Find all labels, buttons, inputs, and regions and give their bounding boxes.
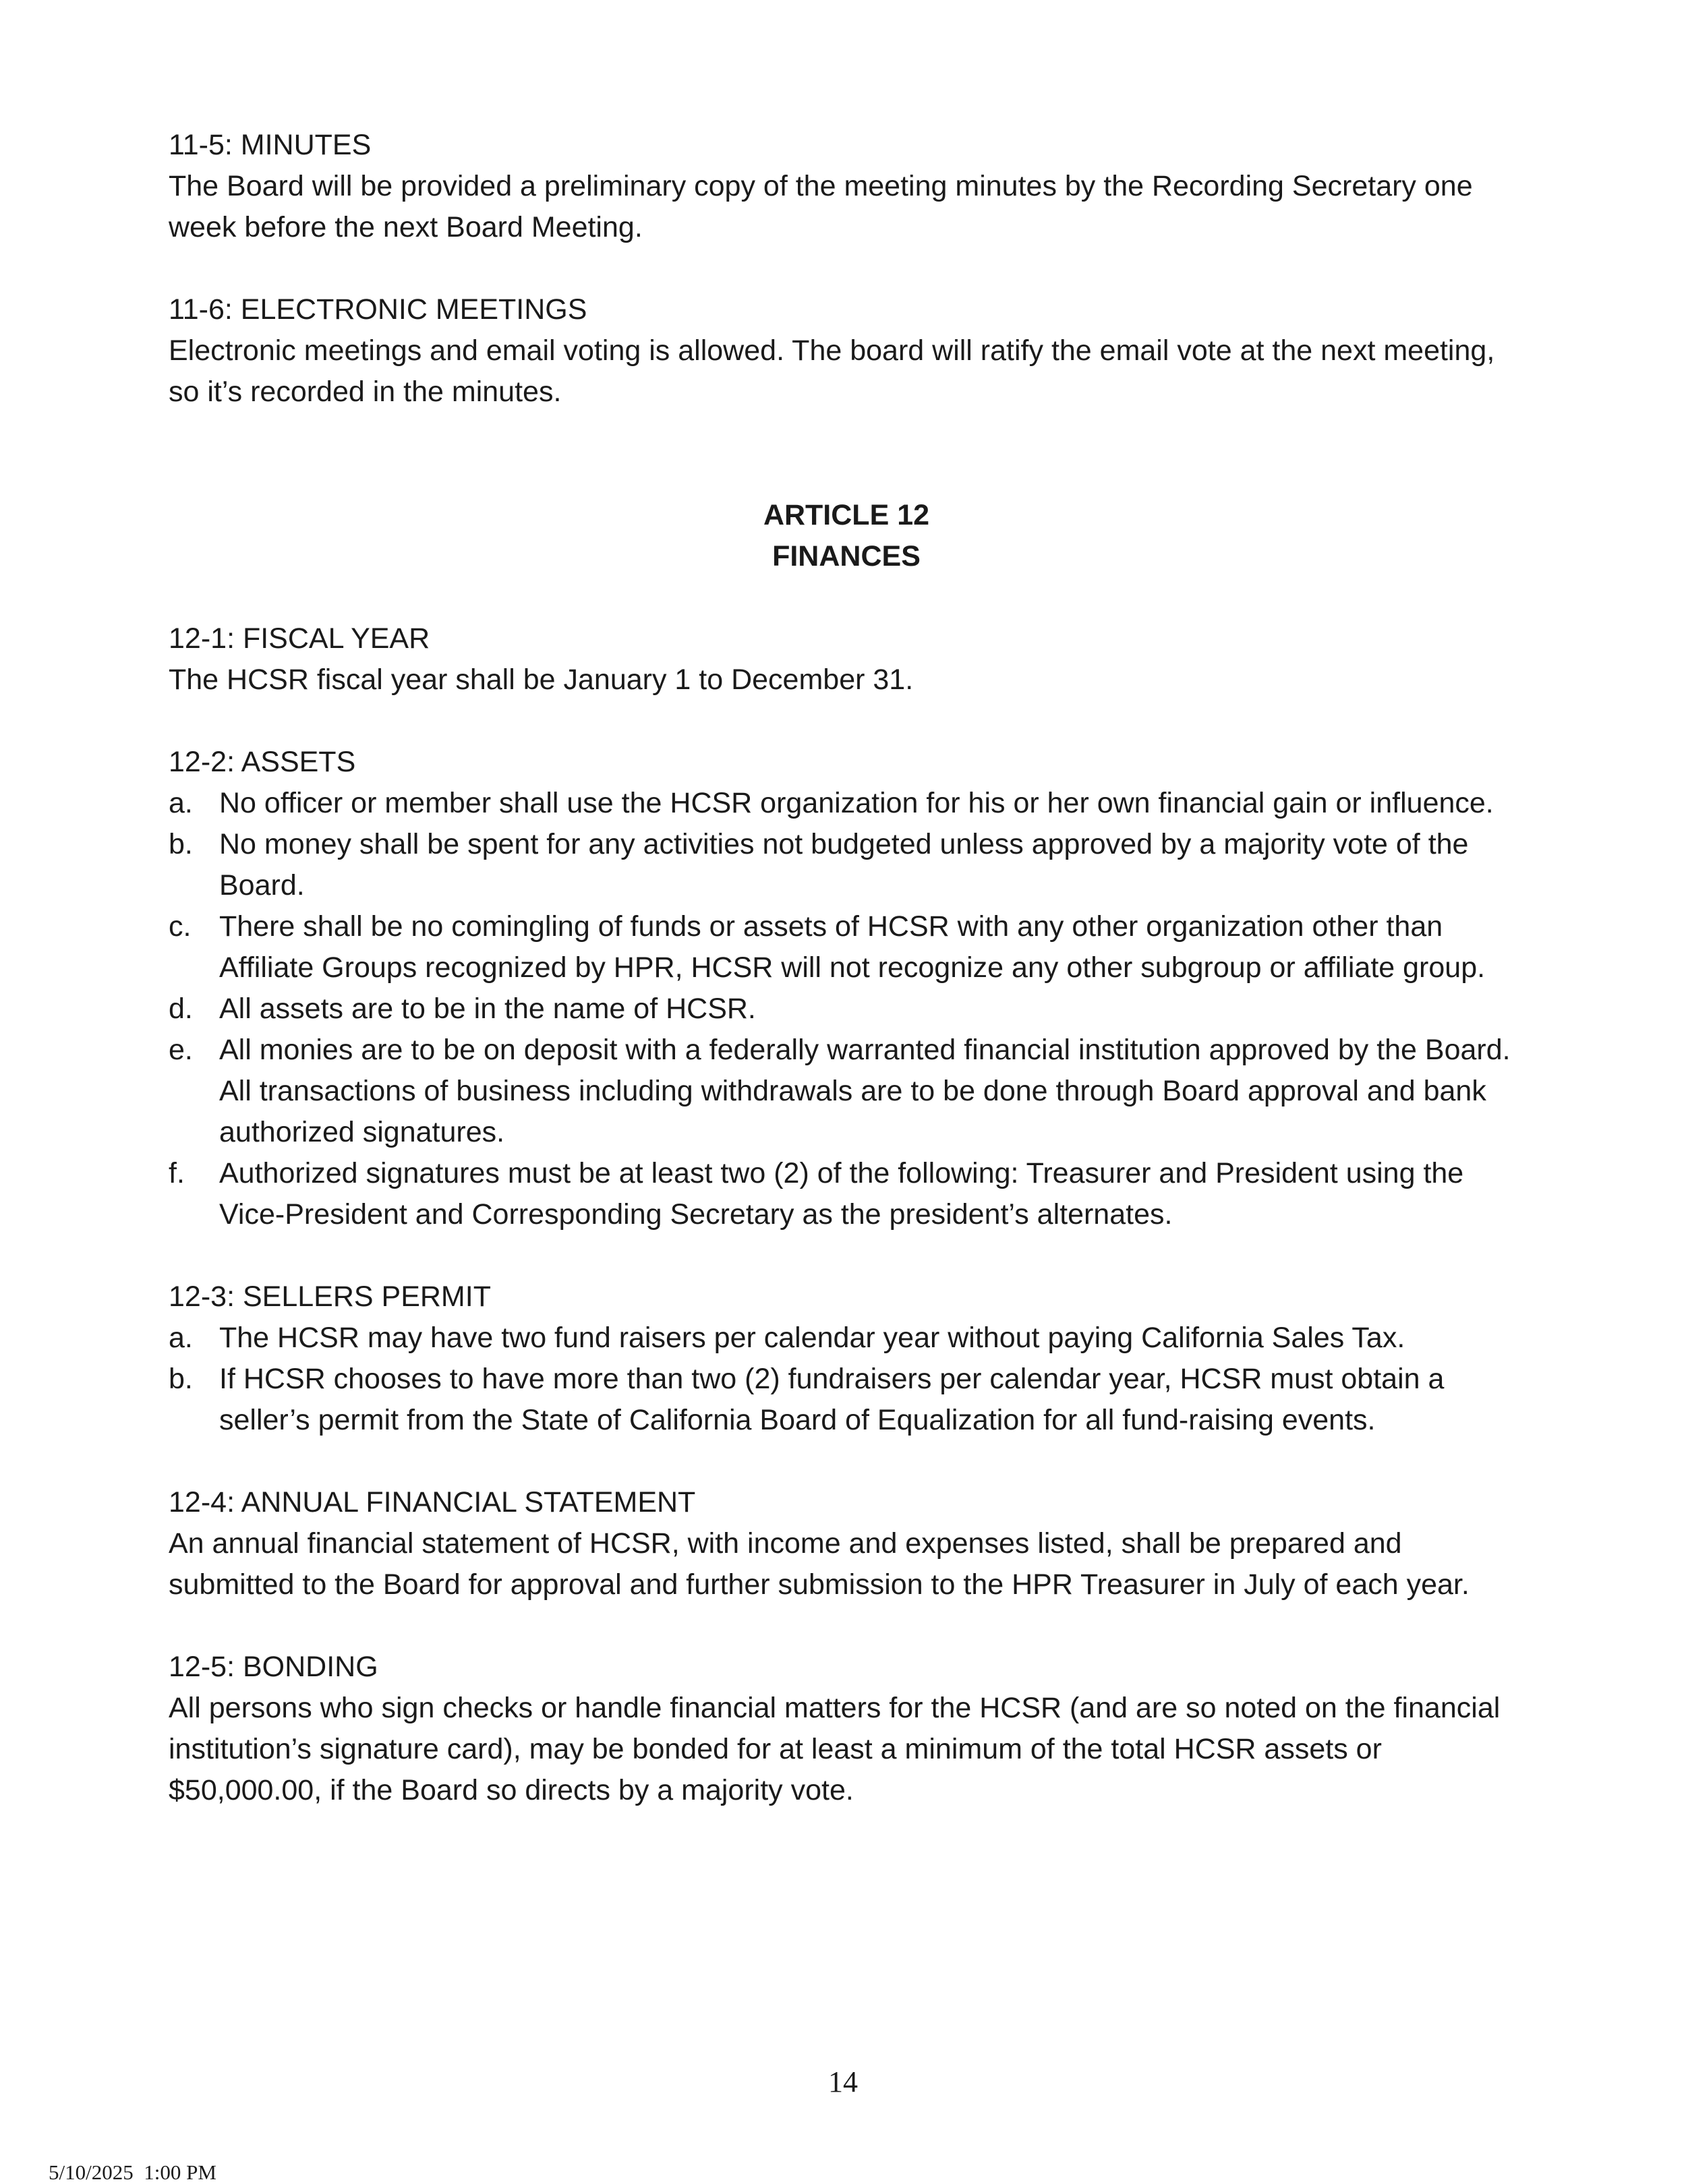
list-item-text: There shall be no comingling of funds or assets of HCSR with any other organization other than Affiliate Groups recognized by HPR, HCSR will not recognize any other subgroup or affiliate group.	[219, 910, 1486, 984]
assets-list	[169, 783, 1524, 1235]
list-marker: d.	[169, 993, 193, 1025]
section-heading: 11-6: ELECTRONIC MEETINGS	[169, 293, 587, 326]
section-12-5	[169, 1647, 1524, 1811]
list-item	[169, 906, 1524, 988]
list-item	[169, 1030, 1524, 1153]
section-text: The Board will be provided a preliminary copy of the meeting minutes by the Recording Secretary one week before the next Board Meeting.	[169, 170, 1473, 243]
article-title: FINANCES	[772, 540, 921, 572]
section-12-1	[169, 618, 1524, 701]
list-item-text: Authorized signatures must be at least two (2) of the following: Treasurer and President using the Vice-President and Corresponding Secretary as the president’s alternates.	[219, 1157, 1464, 1231]
section-heading: 12-4: ANNUAL FINANCIAL STATEMENT	[169, 1486, 696, 1518]
list-item	[169, 988, 1524, 1030]
list-marker: e.	[169, 1034, 193, 1066]
list-marker: b.	[169, 828, 193, 860]
sellers-permit-list	[169, 1318, 1524, 1441]
article-title-block	[169, 495, 1524, 577]
section-heading: 12-5: BONDING	[169, 1651, 378, 1683]
section-text: All persons who sign checks or handle financial matters for the HCSR (and are so noted on the financial institution’s signature card), may be bonded for at least a minimum of the total HCSR assets or $50,000.00, if the Board so directs by a majority vote.	[169, 1692, 1501, 1806]
section-11-6	[169, 289, 1524, 413]
list-marker: c.	[169, 910, 192, 943]
list-item-text: No money shall be spent for any activities not budgeted unless approved by a majority vote of the Board.	[219, 828, 1469, 902]
list-item	[169, 783, 1524, 824]
article-number: ARTICLE 12	[763, 499, 930, 531]
list-item-text: The HCSR may have two fund raisers per calendar year without paying California Sales Tax.	[219, 1322, 1405, 1354]
print-timestamp: 5/10/2025 1:00 PM	[49, 2160, 216, 2184]
list-item-text: All assets are to be in the name of HCSR.	[219, 993, 756, 1025]
section-text: An annual financial statement of HCSR, with income and expenses listed, shall be prepared and submitted to the Board for approval and further submission to the HPR Treasurer in July of each year.	[169, 1527, 1470, 1601]
section-12-4	[169, 1482, 1524, 1605]
section-heading: 12-1: FISCAL YEAR	[169, 622, 430, 655]
list-item	[169, 1318, 1524, 1359]
list-marker: a.	[169, 1322, 193, 1354]
list-item	[169, 1359, 1524, 1441]
list-marker: a.	[169, 787, 193, 819]
section-12-2	[169, 742, 1524, 1235]
list-marker: b.	[169, 1363, 193, 1395]
list-item	[169, 1153, 1524, 1235]
section-heading: 12-3: SELLERS PERMIT	[169, 1280, 491, 1313]
section-11-5	[169, 125, 1524, 248]
section-text: Electronic meetings and email voting is allowed. The board will ratify the email vote at the next meeting, so it’s recorded in the minutes.	[169, 334, 1495, 408]
page-number: 14	[828, 2065, 858, 2098]
section-text: The HCSR fiscal year shall be January 1 to December 31.	[169, 663, 914, 696]
list-item	[169, 824, 1524, 906]
page-content	[169, 125, 1524, 1811]
section-12-3	[169, 1276, 1524, 1441]
list-item-text: No officer or member shall use the HCSR organization for his or her own financial gain or influence.	[219, 787, 1494, 819]
list-item-text: All monies are to be on deposit with a federally warranted financial institution approved by the Board. All transactions of business including withdrawals are to be done through Board approval and bank authorized signatures.	[219, 1034, 1511, 1148]
section-heading: 11-5: MINUTES	[169, 129, 372, 161]
section-heading: 12-2: ASSETS	[169, 746, 356, 778]
list-item-text: If HCSR chooses to have more than two (2) fundraisers per calendar year, HCSR must obtain a seller’s permit from the State of California Board of Equalization for all fund-raising events.	[219, 1363, 1445, 1436]
list-marker: f.	[169, 1157, 185, 1189]
